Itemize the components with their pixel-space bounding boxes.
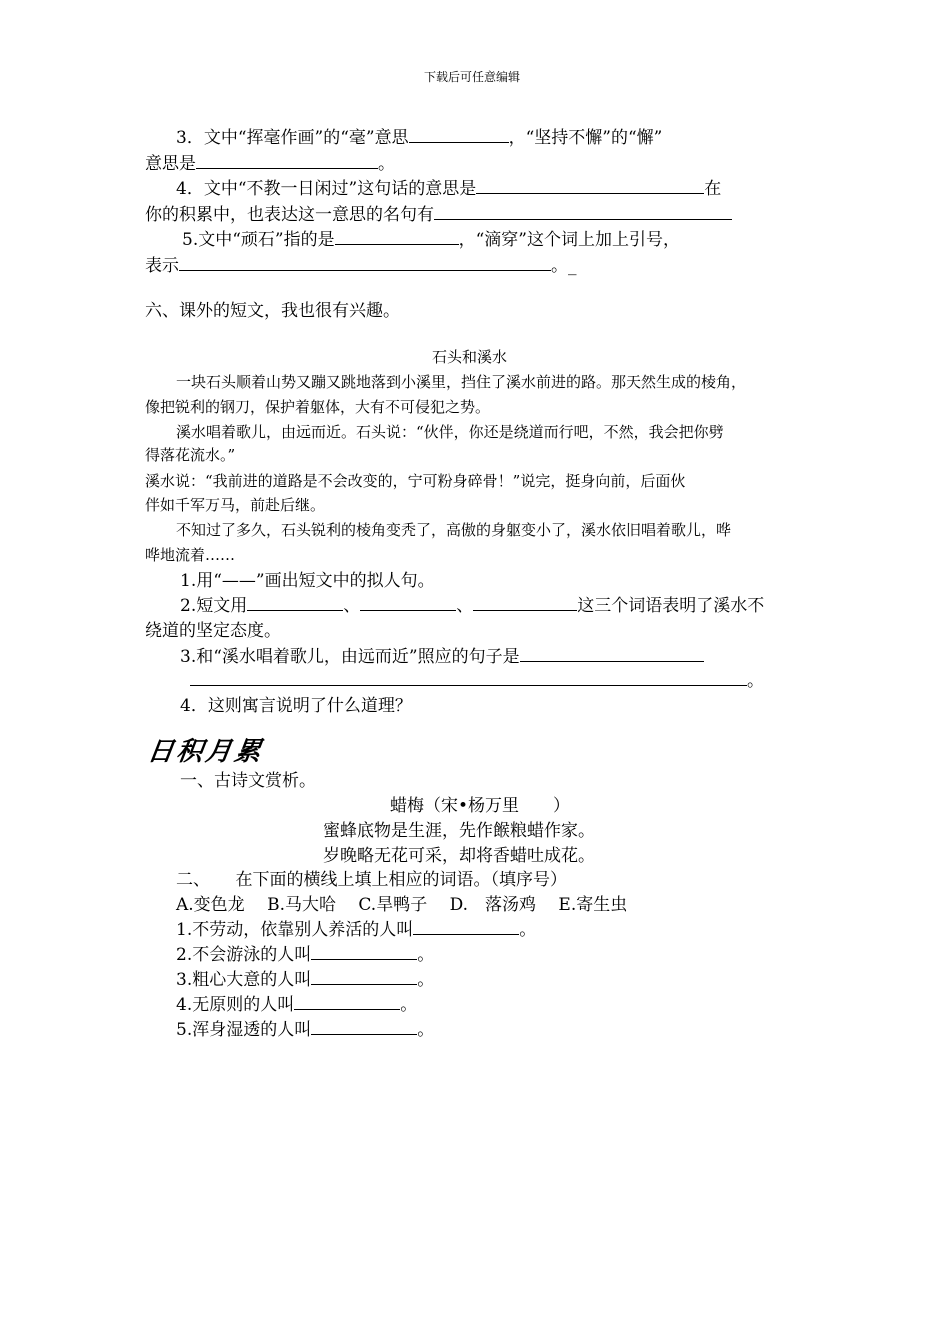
poem-section-heading: 一、古诗文赏析。 (180, 771, 316, 791)
daily-accumulation-title: 日积月累 (145, 737, 266, 767)
question-3-line-1: 3．文中“挥毫作画”的“毫”意思 ，“坚持不懈”的“懈” (176, 128, 663, 148)
story-question-1: 1.用“——”画出短文中的拟人句。 (180, 571, 435, 591)
page-header: 下载后可任意编辑 (424, 70, 521, 84)
answer-blank[interactable] (360, 595, 456, 611)
fill-item-4: 4.无原则的人叫 。 (176, 995, 418, 1015)
answer-blank[interactable] (476, 178, 704, 194)
question-3-line-2: 意思是 。 (145, 154, 395, 174)
story-question-3-line-1: 3.和“溪水唱着歌儿，由远而近”照应的句子是 (180, 646, 704, 668)
story-question-2-line-1: 2.短文用 、 、 这三个词语表明了溪水不 (180, 596, 765, 616)
answer-blank[interactable] (247, 595, 343, 611)
answer-blank[interactable] (311, 969, 417, 985)
story-paragraph-4: 不知过了多久，石头锐利的棱角变秃了，高傲的身躯变小了，溪水依旧唱着歌儿，哗 (176, 521, 732, 539)
answer-blank[interactable] (311, 1019, 417, 1035)
question-4-line-1: 4．文中“不教一日闲过”这句话的意思是 在 (176, 179, 722, 199)
answer-blank[interactable] (520, 646, 704, 662)
section-6-heading: 六、课外的短文，我也很有兴趣。 (145, 301, 400, 321)
fill-item-2: 2.不会游泳的人叫 。 (176, 945, 435, 965)
fill-section-heading: 二、 在下面的横线上填上相应的词语。（填序号） (176, 870, 567, 890)
story-paragraph-2: 溪水唱着歌儿，由远而近。石头说：“伙伴，你还是绕道而行吧，不然，我会把你劈 (176, 423, 724, 441)
fill-item-1: 1.不劳动，依靠别人养活的人叫 。 (176, 920, 537, 940)
story-paragraph-1: 一块石头顺着山势又蹦又跳地落到小溪里，挡住了溪水前进的路。那天然生成的棱角， (176, 373, 747, 391)
question-5-line-2: 表示 。_ (145, 256, 577, 276)
story-paragraph-3: 溪水说：“我前进的道路是不会改变的，宁可粉身碎骨！”说完，挺身向前，后面伙 (145, 472, 686, 490)
story-title: 石头和溪水 (432, 348, 508, 366)
poem-line-2: 岁晚略无花可采，却将香蜡吐成花。 (323, 846, 595, 866)
question-4-line-2: 你的积累中，也表达这一意思的名句有 (145, 204, 732, 226)
answer-blank[interactable] (311, 944, 417, 960)
story-paragraph-3-cont: 伴如千军万马，前赴后继。 (145, 496, 326, 514)
story-paragraph-1-cont: 像把锐利的钢刀，保护着躯体，大有不可侵犯之势。 (145, 398, 491, 416)
answer-options: A.变色龙 B.马大哈 C.旱鸭子 D. 落汤鸡 E.寄生虫 (176, 895, 628, 915)
story-paragraph-2-cont: 得落花流水。” (145, 446, 236, 464)
story-question-4: 4．这则寓言说明了什么道理？ (180, 696, 412, 716)
answer-blank[interactable] (434, 204, 732, 220)
answer-blank[interactable] (190, 670, 747, 686)
story-paragraph-4-cont: 哗地流着…… (145, 546, 236, 564)
answer-blank[interactable] (335, 229, 459, 245)
poem-line-1: 蜜蜂底物是生涯，先作餱粮蜡作家。 (323, 821, 595, 841)
story-question-2-line-2: 绕道的坚定态度。 (145, 621, 281, 641)
answer-blank[interactable] (409, 127, 509, 143)
story-question-3-line-2: 。 (190, 670, 764, 692)
answer-blank[interactable] (179, 255, 551, 271)
fill-item-3: 3.粗心大意的人叫 。 (176, 970, 435, 990)
answer-blank[interactable] (196, 153, 378, 169)
fill-item-5: 5.浑身湿透的人叫 。 (176, 1020, 435, 1040)
answer-blank[interactable] (473, 595, 577, 611)
poem-title: 蜡梅（宋•杨万里 ） (390, 796, 571, 816)
answer-blank[interactable] (413, 919, 519, 935)
answer-blank[interactable] (294, 994, 400, 1010)
question-5-line-1: 5.文中“顽石”指的是 ，“滴穿”这个词上加上引号， (182, 230, 680, 250)
